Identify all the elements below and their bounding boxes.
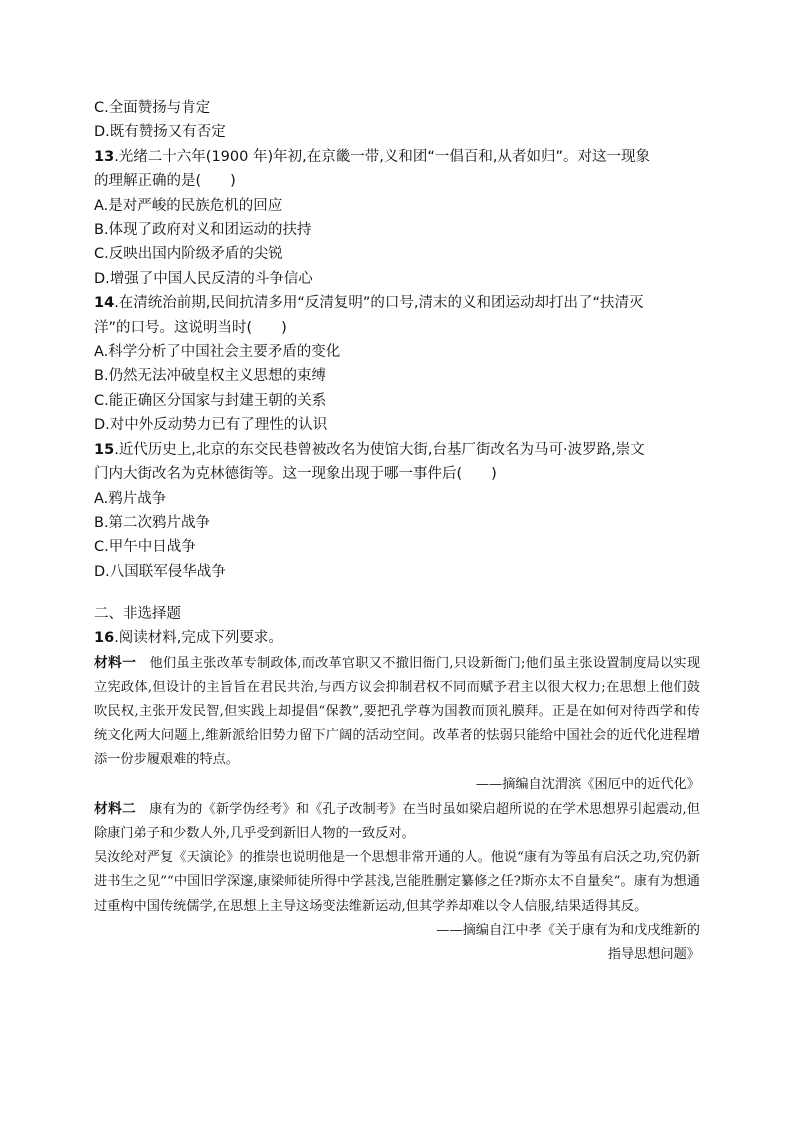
section-title: 二、非选择题 bbox=[94, 606, 181, 623]
q14-option-d: D.对中外反动势力已有了理性的认识 bbox=[94, 417, 328, 434]
q15-option-a: A.鸦片战争 bbox=[94, 490, 167, 507]
q13-option-c: C.反映出国内阶级矛盾的尖锐 bbox=[94, 246, 283, 263]
q14-option-a: A.科学分析了中国社会主要矛盾的变化 bbox=[94, 344, 341, 361]
q13-number: 13 bbox=[94, 148, 115, 165]
q14-option-c: C.能正确区分国家与封建王朝的关系 bbox=[94, 392, 327, 409]
question-16 bbox=[94, 626, 700, 967]
q14-stem-line-2: 洋”的口号。这说明当时( ) bbox=[94, 319, 287, 336]
q14-option-b: B.仍然无法冲破皇权主义思想的束缚 bbox=[94, 368, 327, 385]
q15-number: 15 bbox=[94, 441, 115, 458]
q13-stem-line-2: 的理解正确的是( ) bbox=[94, 173, 236, 190]
question-13 bbox=[94, 145, 700, 291]
q15-option-d: D.八国联军侵华战争 bbox=[94, 563, 226, 580]
question-14 bbox=[94, 291, 700, 437]
material-1 bbox=[94, 651, 700, 773]
q13-option-b: B.体现了政府对义和团运动的扶持 bbox=[94, 222, 312, 239]
question-15 bbox=[94, 438, 700, 584]
exam-page bbox=[94, 96, 700, 967]
q16-stem bbox=[94, 626, 700, 650]
material-2-source-line-2: 指导思想问题》 bbox=[607, 946, 700, 962]
q12-option-d: D.既有赞扬又有否定 bbox=[94, 124, 226, 141]
q16-number: 16 bbox=[94, 630, 115, 647]
q13-stem-line-1 bbox=[94, 145, 700, 169]
material-2-paragraph-2: 吴汝纶对严复《天演论》的推崇也说明他是一个思想非常开通的人。他说“康有为等虽有启沃之功,究仍新进书生之见”“中国旧学深邃,康梁师徒所得中学甚浅,岂能胜删定纂修之任?斯亦太不自量矣”。康有为想通过重构中国传统儒学,在思想上主导这场变法维新运动,但其学养却难以令人信服,结果适得其反。 bbox=[94, 850, 700, 914]
q13-option-a: A.是对严峻的民族危机的回应 bbox=[94, 197, 283, 214]
q15-stem-text-1: .近代历史上,北京的东交民巷曾被改名为使馆大街,台基厂街改名为马可·波罗路,崇文 bbox=[114, 441, 645, 458]
q14-stem-line-1 bbox=[94, 291, 700, 315]
material-2-text: 康有为的《新学伪经考》和《孔子改制考》在当时虽如梁启超所说的在学术思想界引起震动,但除康门弟子和少数人外,几乎受到新旧人物的一致反对。 bbox=[94, 801, 700, 841]
material-1-label: 材料一 bbox=[94, 654, 137, 671]
q13-option-d: D.增强了中国人民反清的斗争信心 bbox=[94, 270, 313, 287]
q15-stem-line-1 bbox=[94, 438, 700, 462]
q15-option-b: B.第二次鸦片战争 bbox=[94, 514, 211, 531]
q14-stem-text-1: .在清统治前期,民间抗清多用“反清复明”的口号,清末的义和团运动却打出了“扶清灭 bbox=[114, 295, 644, 312]
q16-stem-text: .阅读材料,完成下列要求。 bbox=[114, 630, 283, 647]
q13-stem-text-1: .光绪二十六年(1900 年)年初,在京畿一带,义和团“一倡百和,从者如归”。对这一现象 bbox=[114, 148, 650, 165]
q14-number: 14 bbox=[94, 295, 115, 312]
material-1-text: 他们虽主张改革专制政体,而改革官职又不撤旧衙门,只设新衙门;他们虽主张设置制度局以实现立宪政体,但设计的主旨旨在君民共治,与西方议会抑制君权不同而赋予君主以很大权力;在思想上他们鼓吹民权,主张开发民智,但实践上却提倡“保教”,要把孔学尊为国教而顶礼膜拜。正是在如何对待西学和传统文化两大问题上,维新派给旧势力留下广阔的活动空间。改革者的怯弱只能给中国社会的近代化进程增添一份步履艰难的特点。 bbox=[94, 655, 701, 768]
q12-option-c: C.全面赞扬与肯定 bbox=[94, 100, 211, 116]
material-2 bbox=[94, 797, 700, 846]
material-2-label: 材料二 bbox=[94, 800, 136, 817]
q15-stem-line-2: 门内大街改名为克林德街等。这一现象出现于哪一事件后( ) bbox=[94, 466, 497, 483]
material-1-source: ——摘编自沈渭滨《困厄中的近代化》 bbox=[475, 776, 700, 792]
material-2-source-line-1: ——摘编自江中孝《关于康有为和戊戌维新的 bbox=[436, 922, 700, 938]
q15-option-c: C.甲午中日战争 bbox=[94, 539, 196, 556]
